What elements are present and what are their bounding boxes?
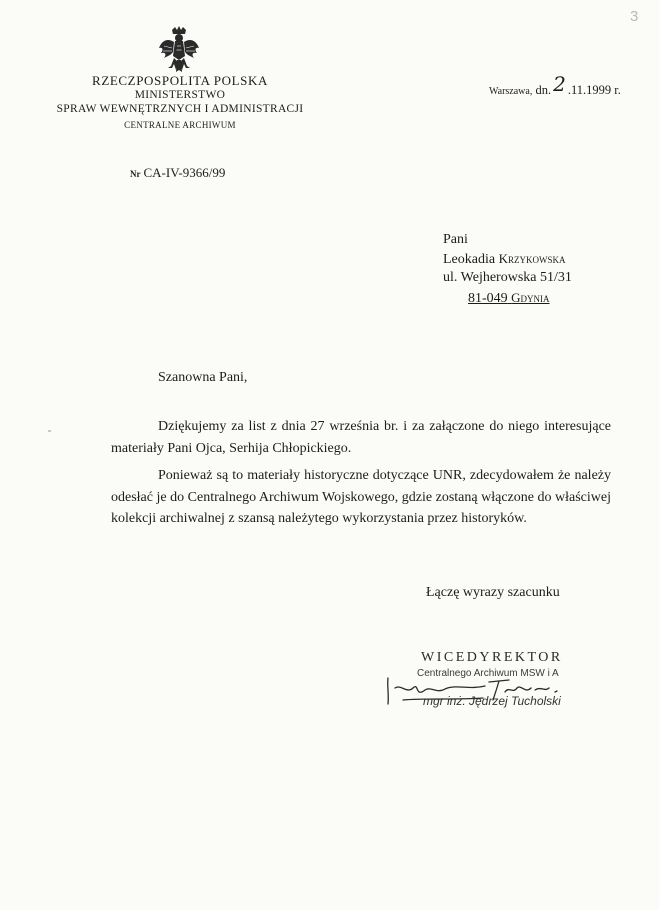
handwritten-signature-icon — [385, 664, 585, 708]
recipient-name — [443, 251, 565, 268]
header-state-name: RZECZPOSPOLITA POLSKA — [92, 73, 268, 88]
paper-speck — [48, 430, 51, 432]
date-line — [489, 72, 621, 99]
closing-phrase: Łączę wyrazy szacunku — [426, 585, 560, 600]
reference-number — [130, 165, 225, 181]
date-rest: .11.1999 r. — [567, 83, 621, 97]
date-place: Warszawa, — [489, 86, 533, 97]
reference-value: CA-IV-9366/99 — [143, 165, 226, 180]
paragraph-1-text: Dziękujemy za list z dnia 27 września br. i za załączone do niego interesujące materiały Pani Ojca, Serhija Chłopickiego. — [111, 419, 611, 456]
recipient-last-name: Krzykowska — [498, 251, 566, 266]
header-archive-name: CENTRALNE ARCHIWUM — [124, 120, 236, 130]
letter-paragraph-2 — [111, 465, 611, 530]
recipient-title: Pani — [443, 232, 468, 247]
header-ministry-line2: SPRAW WEWNĘTRZNYCH I ADMINISTRACJI — [56, 103, 304, 115]
date-dn: dn. — [535, 83, 552, 97]
recipient-postal-code: 81-049 — [468, 291, 508, 306]
letter-paragraph-1 — [111, 416, 611, 459]
signature-stamp — [395, 650, 625, 720]
stamp-title: WICEDYREKTOR — [421, 650, 563, 665]
recipient-first-name: Leokadia — [443, 252, 496, 267]
stamp-subtitle: Centralnego Archiwum MSW i A — [417, 668, 559, 679]
polish-eagle-emblem-icon — [158, 26, 200, 74]
header-ministry-line1: MINISTERSTWO — [134, 89, 226, 101]
recipient-city: Gdynia — [511, 290, 550, 305]
recipient-street: ul. Wejherowska 51/31 — [443, 270, 572, 285]
page-number-mark: 3 — [630, 8, 639, 25]
stamp-name: mgr inż. Jędrzej Tucholski — [423, 694, 561, 708]
salutation: Szanowna Pani, — [158, 370, 248, 385]
paragraph-2-text: Ponieważ są to materiały historyczne dotyczące UNR, zdecydowałem że należy odesłać je do Centralnego Archiwum Wojskowego, gdzie zostaną włączone do właściwej kolekcji archiwalnej z szansą należytego wykorzystania przez historyków. — [111, 468, 611, 526]
reference-prefix: Nr — [130, 169, 141, 179]
recipient-city-line — [468, 290, 550, 307]
date-day-handwritten: 2 — [553, 72, 566, 96]
